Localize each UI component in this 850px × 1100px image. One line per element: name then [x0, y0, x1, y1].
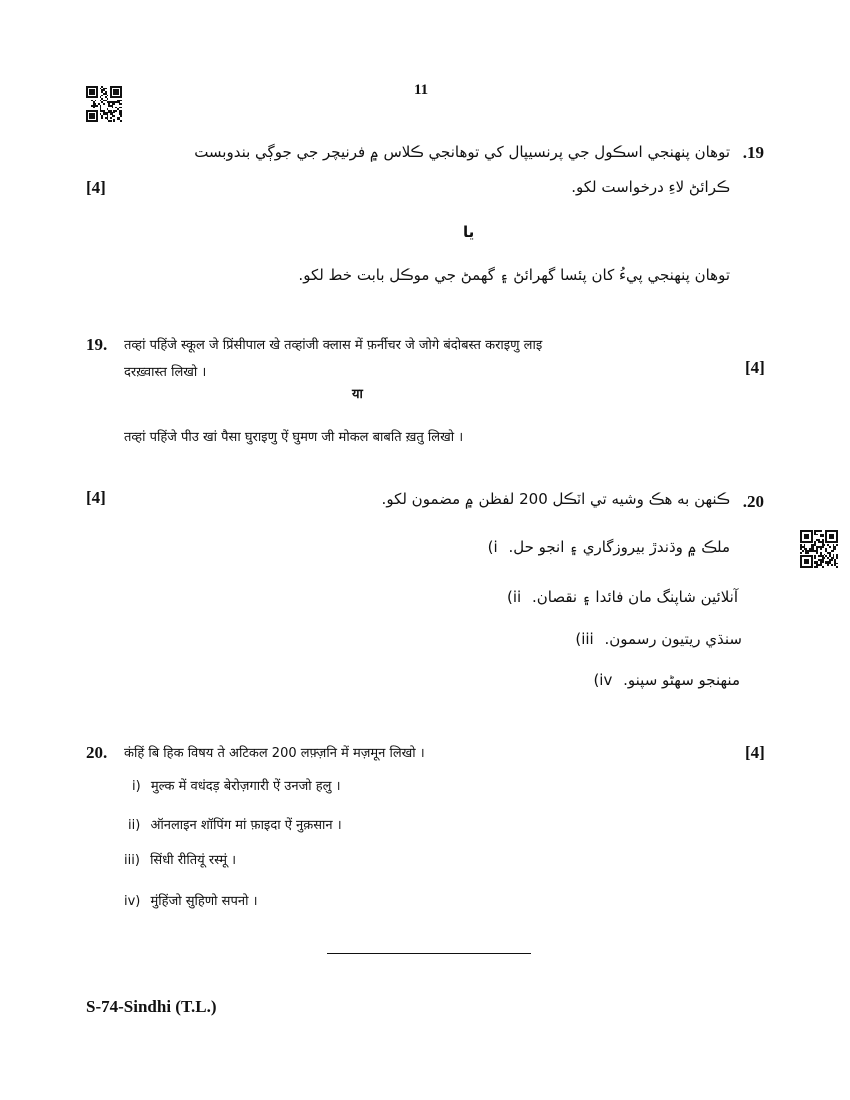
q20-dv-number: 20. [86, 743, 108, 762]
qr-code-top [86, 86, 122, 122]
page-number: 11 [414, 82, 429, 98]
option-text: मुल्क में वधंदड़ बेरोज़गारी ऐं उनजो हलु । [150, 779, 341, 794]
q20-dv-option [124, 850, 236, 868]
option-text: मुंहिंजो सुहिणो सपनो । [150, 894, 258, 909]
q19-ar-number: .19 [742, 143, 764, 162]
q20-dv-option [124, 891, 258, 909]
end-rule [327, 953, 531, 954]
q20-dv-marks: [4] [745, 743, 765, 762]
q19-ar-or: يا [463, 223, 475, 241]
q19-dv-alt: तव्हां पहिंजे पीउ खां पैसा घुराइणु ऐं घुमण जी मोकल बाबति ख़तु लिखो । [124, 430, 464, 445]
q20-dv-option [128, 815, 342, 833]
option-text: ऑनलाइन शॉपिंग मां फ़ाइदा ऐं नुक़सान । [150, 818, 342, 833]
q20-ar-line: ڪنهن به هڪ وشيه تي اٽڪل 200 لفظن ۾ مضمون لکو. [381, 490, 730, 508]
q20-ar-option [507, 588, 738, 606]
option-number: i) [132, 779, 141, 794]
option-number: ii) [507, 588, 522, 606]
option-number: iv) [124, 894, 141, 909]
qr-code-side [800, 530, 838, 568]
option-number: i) [487, 538, 498, 556]
option-number: iv) [593, 671, 613, 689]
option-text: منهنجو سهڻو سپنو. [623, 671, 740, 689]
option-text: सिंधी रीतियूं रस्मूं । [150, 853, 237, 868]
q19-ar-alt: توهان پنهنجي پيءُ کان پئسا گهرائڻ ۽ گهمڻ جي موڪل بابت خط لکو. [298, 266, 730, 284]
q20-ar-option [593, 671, 740, 689]
q19-dv-line1: तव्हां पहिंजे स्कूल जे प्रिंसीपाल खे तव्हांजी क्लास में फ़र्नीचर जे जोगे बंदोबस्त कराइणु लाइ [124, 338, 543, 353]
option-text: سنڌي ريتيون رسمون. [604, 630, 742, 648]
q20-ar-option [575, 630, 742, 648]
q20-ar-marks: [4] [86, 488, 106, 507]
q20-dv-option [132, 776, 341, 794]
q20-ar-option [488, 538, 730, 556]
q20-ar-number: .20 [742, 492, 764, 511]
option-number: iii) [575, 630, 594, 648]
q19-dv-or: या [352, 387, 363, 402]
q19-dv-line2: दरख़्वास्त लिखो । [124, 365, 207, 380]
q19-dv-marks: [4] [745, 358, 765, 377]
footer-code: S-74-Sindhi (T.L.) [86, 997, 217, 1016]
q19-ar-line2: ڪرائڻ لاءِ درخواست لکو. [571, 178, 730, 196]
q19-ar-line1: توهان پنهنجي اسڪول جي پرنسيپال کي توهانجي ڪلاس ۾ فرنيچر جي جوڳي بندوبست [194, 143, 730, 161]
option-text: ملڪ ۾ وڌندڙ بيروزگاري ۽ انجو حل. [508, 538, 730, 556]
q20-dv-line: कंहिं बि हिक विषय ते अटिकल 200 लफ़्ज़नि में मज़मून लिखो । [124, 746, 425, 761]
q19-dv-number: 19. [86, 335, 108, 354]
q19-ar-marks: [4] [86, 178, 106, 197]
option-number: ii) [128, 818, 141, 833]
option-text: آنلائين شاپنگ مان فائدا ۽ نقصان. [531, 588, 738, 606]
option-number: iii) [124, 853, 140, 868]
